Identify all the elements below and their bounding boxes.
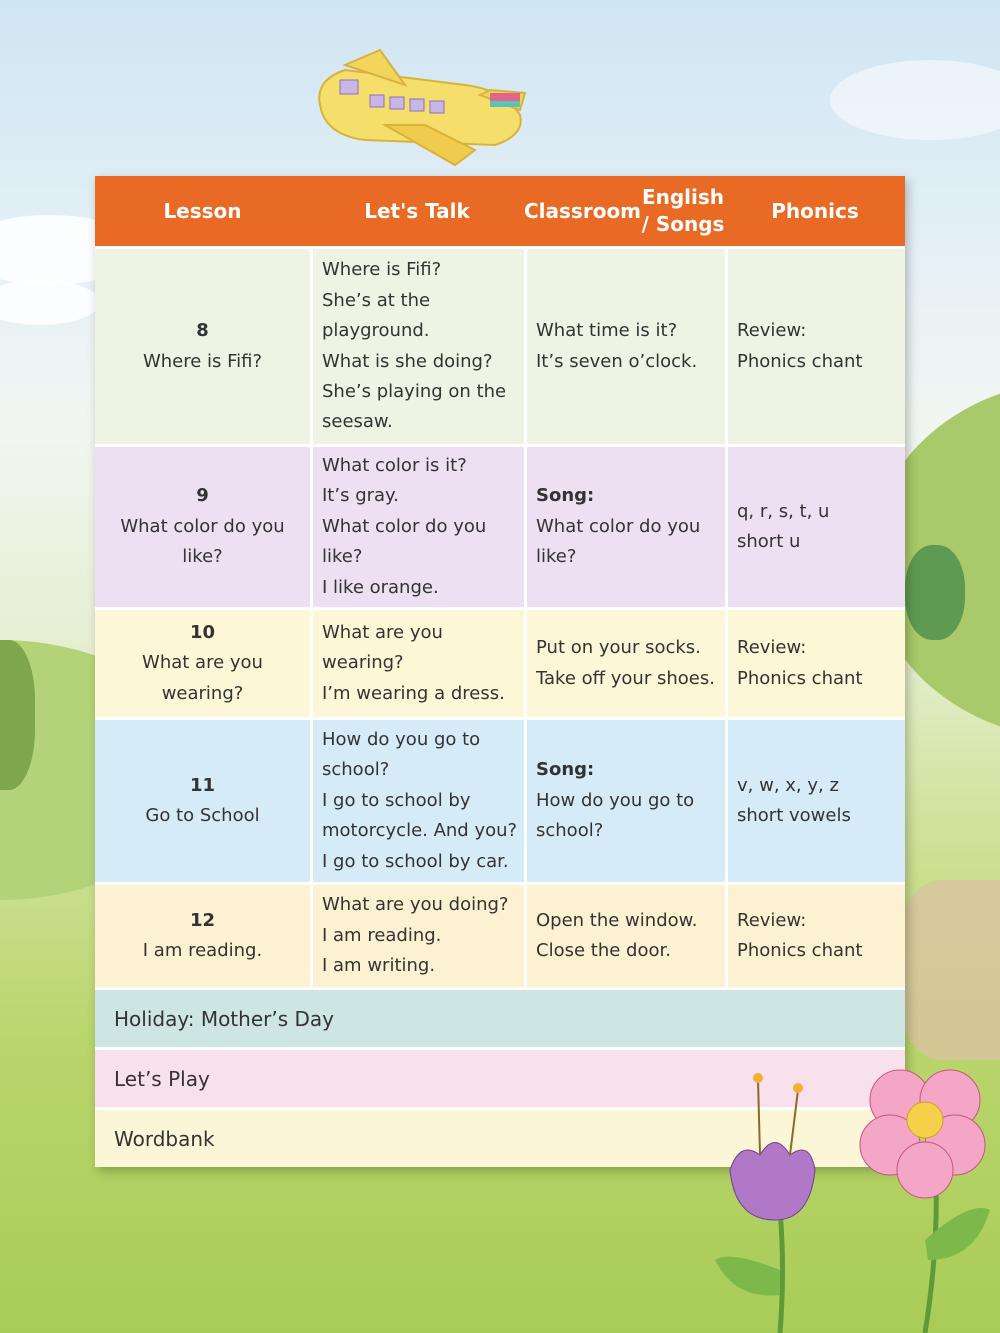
lesson-cell — [95, 444, 310, 607]
classroom-line: Close the door. — [536, 940, 671, 961]
lets-talk-line: I like orange. — [322, 576, 439, 598]
airplane-illustration — [305, 45, 545, 195]
classroom-line: How do you go to — [536, 789, 695, 811]
header-classroom-line2: English / Songs — [641, 185, 725, 236]
classroom-line: Open the window. — [536, 909, 698, 931]
lesson-title-line: What are you — [142, 652, 263, 674]
lets-talk-cell — [310, 246, 524, 444]
classroom-line: What color do you — [536, 515, 701, 537]
classroom-cell — [524, 444, 725, 607]
lets-play-row: Let’s Play — [95, 1047, 905, 1107]
header-lesson: Lesson — [163, 198, 242, 223]
lets-talk-line: school? — [322, 759, 390, 781]
header-classroom — [524, 176, 725, 246]
lets-talk-line: like? — [322, 546, 363, 568]
classroom-line: It’s seven o’clock. — [536, 350, 698, 372]
phonics-line: Phonics chant — [737, 940, 863, 961]
lets-talk-line: I’m wearing a dress. — [322, 682, 505, 704]
header-phonics: Phonics — [771, 198, 859, 223]
wordbank-row: Wordbank — [95, 1107, 905, 1167]
classroom-cell — [524, 882, 725, 987]
lets-talk-line: I am reading. — [322, 924, 442, 946]
lets-talk-line: It’s gray. — [322, 485, 399, 507]
phonics-cell — [725, 607, 905, 717]
phonics-line: short vowels — [737, 805, 851, 826]
classroom-cell — [524, 246, 725, 444]
lets-talk-line: What are you — [322, 621, 443, 643]
cloud-left-small — [0, 280, 100, 325]
classroom-line: like? — [536, 546, 577, 568]
lesson-cell — [95, 717, 310, 882]
lesson-number: 11 — [189, 774, 216, 796]
lets-talk-line: What color is it? — [322, 454, 467, 476]
lets-talk-cell — [310, 882, 524, 987]
lesson-title-line: wearing? — [161, 682, 244, 704]
lesson-title-line: I am reading. — [142, 940, 263, 961]
lesson-title-line: like? — [182, 546, 223, 568]
lesson-cell — [95, 246, 310, 444]
lesson-number: 12 — [189, 909, 216, 931]
phonics-line: Phonics chant — [737, 350, 863, 372]
lesson-number: 9 — [196, 485, 209, 507]
lets-talk-line: She’s playing on the — [322, 380, 507, 402]
lesson-number: 8 — [196, 320, 209, 342]
phonics-line: Review: — [737, 909, 807, 931]
lets-talk-line: Where is Fifi? — [322, 259, 442, 281]
lets-talk-line: She’s at the — [322, 289, 431, 311]
lesson-title-line: What color do you — [120, 515, 285, 537]
phonics-cell — [725, 444, 905, 607]
classroom-line: school? — [536, 820, 604, 842]
phonics-cell — [725, 246, 905, 444]
lets-talk-line: What color do you — [322, 515, 487, 537]
classroom-cell — [524, 607, 725, 717]
header-lets-talk: Let's Talk — [364, 198, 470, 223]
lets-talk-cell — [310, 717, 524, 882]
lets-talk-cell — [310, 607, 524, 717]
lets-talk-line: wearing? — [322, 652, 404, 674]
song-label: Song: — [536, 485, 595, 507]
song-label: Song: — [536, 759, 595, 781]
phonics-line: Phonics chant — [737, 667, 863, 689]
lesson-row — [95, 717, 905, 882]
phonics-line: v, w, x, y, z — [737, 774, 839, 796]
lesson-row — [95, 246, 905, 444]
lesson-number: 10 — [189, 621, 216, 643]
path-right — [900, 880, 1000, 1060]
phonics-cell — [725, 717, 905, 882]
flower-illustration — [700, 1060, 1000, 1333]
lets-talk-line: What are you doing? — [322, 894, 509, 916]
lets-talk-line: playground. — [322, 320, 430, 342]
classroom-cell — [524, 717, 725, 882]
lets-talk-line: I go to school by car. — [322, 850, 509, 872]
contents-table — [95, 176, 905, 1167]
cloud-top-right — [830, 60, 1000, 140]
phonics-line: q, r, s, t, u — [737, 500, 830, 522]
phonics-cell — [725, 882, 905, 987]
classroom-line: Put on your socks. — [536, 637, 701, 659]
lets-talk-line: motorcycle. And you? — [322, 820, 518, 842]
lets-talk-line: What is she doing? — [322, 350, 493, 372]
lesson-title-line: Go to School — [145, 805, 260, 826]
lets-talk-line: seesaw. — [322, 411, 393, 433]
lesson-cell — [95, 607, 310, 717]
holiday-row: Holiday: Mother’s Day — [95, 987, 905, 1047]
lesson-row — [95, 882, 905, 987]
classroom-line: What time is it? — [536, 320, 678, 342]
lets-talk-line: I go to school by — [322, 789, 471, 811]
lesson-cell — [95, 882, 310, 987]
table-header — [95, 176, 905, 246]
phonics-line: short u — [737, 531, 801, 552]
lets-talk-line: I am writing. — [322, 955, 436, 977]
lets-talk-line: How do you go to — [322, 728, 481, 750]
lets-talk-cell — [310, 444, 524, 607]
tree-right — [905, 545, 965, 640]
lesson-title-line: Where is Fifi? — [142, 350, 263, 372]
lesson-row — [95, 444, 905, 607]
phonics-line: Review: — [737, 637, 807, 659]
classroom-line: Take off your shoes. — [536, 667, 715, 689]
phonics-line: Review: — [737, 320, 807, 342]
header-classroom-line1: Classroom — [524, 198, 642, 223]
lesson-row — [95, 607, 905, 717]
